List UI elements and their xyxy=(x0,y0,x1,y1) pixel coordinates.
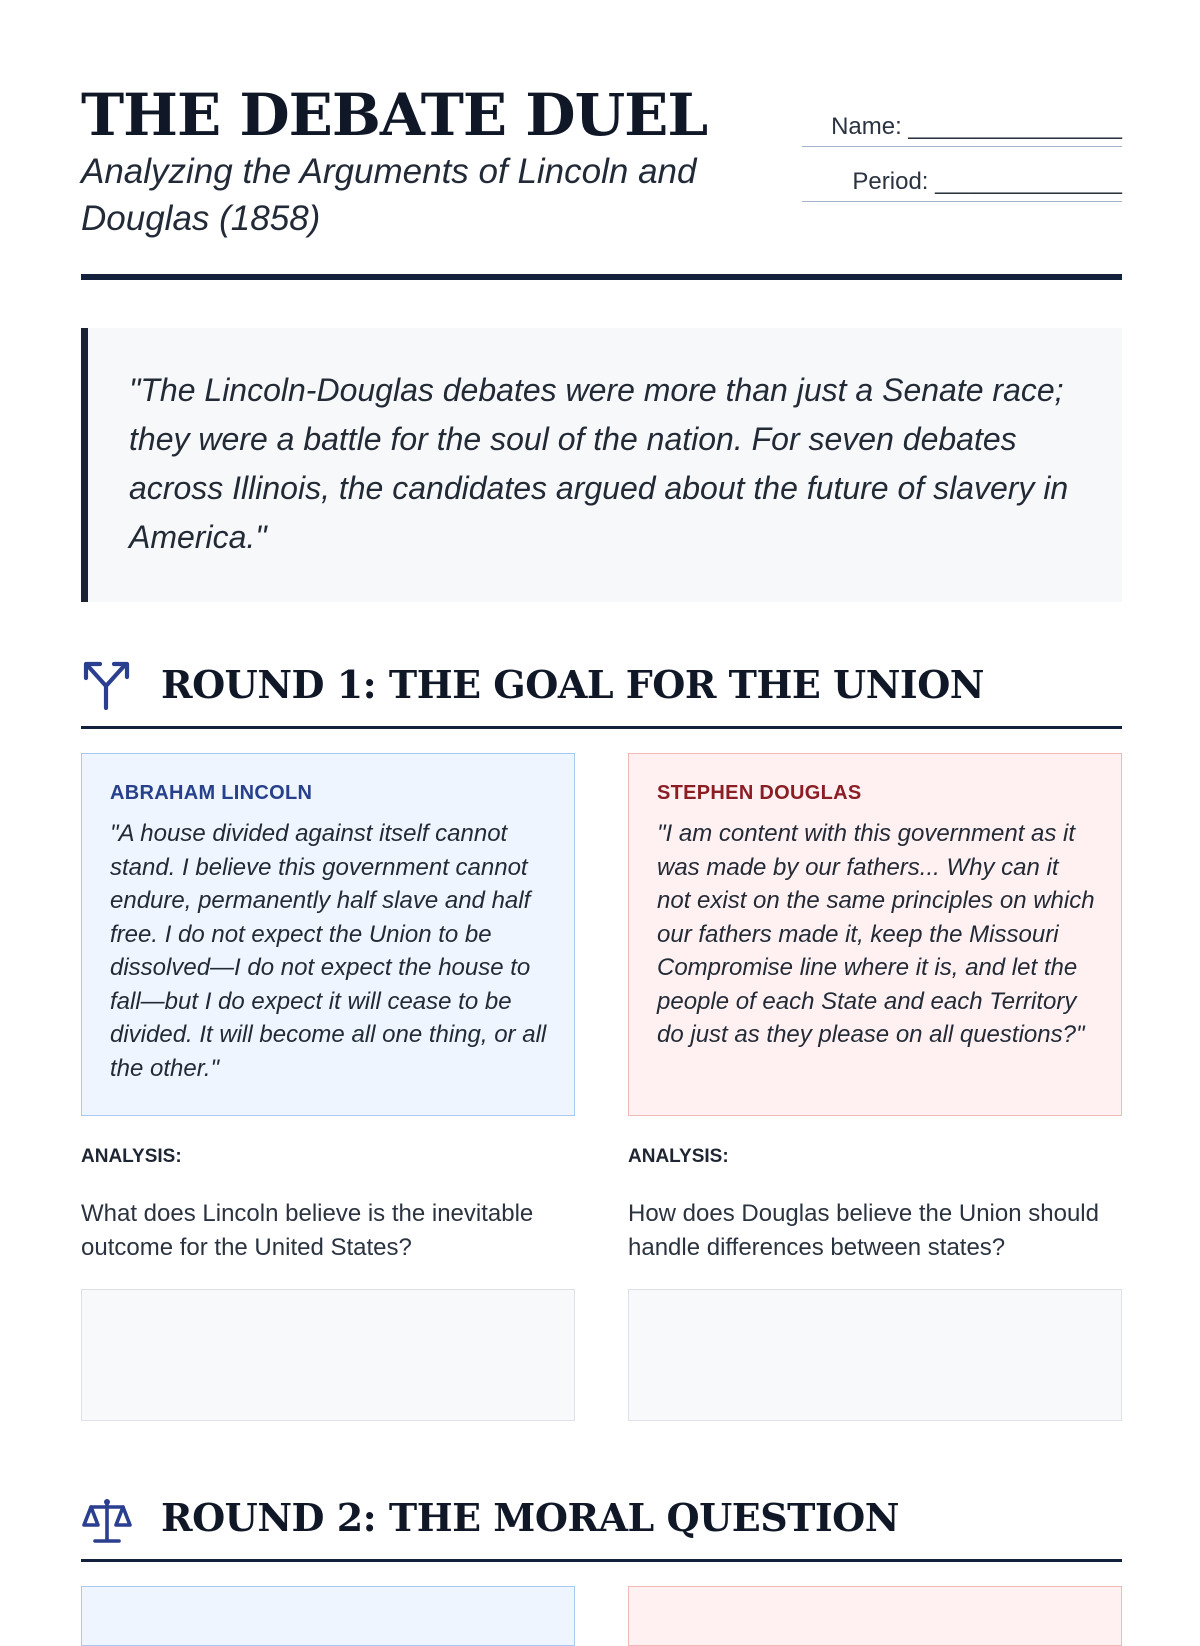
name-field[interactable]: Name: ________________ xyxy=(802,108,1122,147)
douglas-analysis-label: ANALYSIS: xyxy=(628,1146,729,1167)
page-subtitle: Analyzing the Arguments of Lincoln and Douglas (1858) xyxy=(81,152,697,238)
round-2-lincoln-card xyxy=(81,1586,575,1646)
balance-scale-icon xyxy=(81,1495,133,1547)
lincoln-quote: "A house divided against itself cannot stand. I believe this government cannot endure, permanently half slave and half free. I do not expect the Union to be dissolved—I do not expect the house to fall—but I do expect it will cease to be divided. It will become all one thing, or all the other." xyxy=(110,820,547,1082)
douglas-answer-box[interactable] xyxy=(628,1289,1122,1421)
student-info xyxy=(802,108,1122,218)
worksheet-header xyxy=(81,78,1122,280)
round-2-douglas-card xyxy=(628,1586,1122,1646)
intro-quote xyxy=(81,328,1122,602)
lincoln-speaker-name: ABRAHAM LINCOLN xyxy=(110,782,313,804)
douglas-quote-card xyxy=(628,753,1122,1116)
round-1-title: ROUND 1: THE GOAL FOR THE UNION xyxy=(161,662,985,707)
page-title: THE DEBATE DUEL xyxy=(81,81,708,149)
intro-text: "The Lincoln-Douglas debates were more than just a Senate race; they were a battle for the soul of the nation. For seven debates across Illinois, the candidates argued about the future of slavery in America." xyxy=(129,372,1069,555)
period-field[interactable]: Period: ______________ xyxy=(802,163,1122,202)
lincoln-analysis-question: What does Lincoln believe is the inevitable outcome for the United States? xyxy=(81,1200,534,1261)
douglas-quote: "I am content with this government as it was made by our fathers... Why can it not exist on the same principles on which our fathers made it, keep the Missouri Compromise line where it is, and let the people of each State and each Territory do just as they please on all questions?" xyxy=(657,820,1095,1048)
round-2-title: ROUND 2: THE MORAL QUESTION xyxy=(161,1495,900,1540)
split-arrows-icon xyxy=(81,658,133,710)
round-2-header xyxy=(81,1489,1122,1562)
douglas-analysis-question: How does Douglas believe the Union should handle differences between states? xyxy=(628,1200,1099,1261)
round-1-header xyxy=(81,656,1122,729)
douglas-speaker-name: STEPHEN DOUGLAS xyxy=(657,782,862,804)
lincoln-answer-box[interactable] xyxy=(81,1289,575,1421)
lincoln-quote-card xyxy=(81,753,575,1116)
lincoln-analysis-label: ANALYSIS: xyxy=(81,1146,182,1167)
